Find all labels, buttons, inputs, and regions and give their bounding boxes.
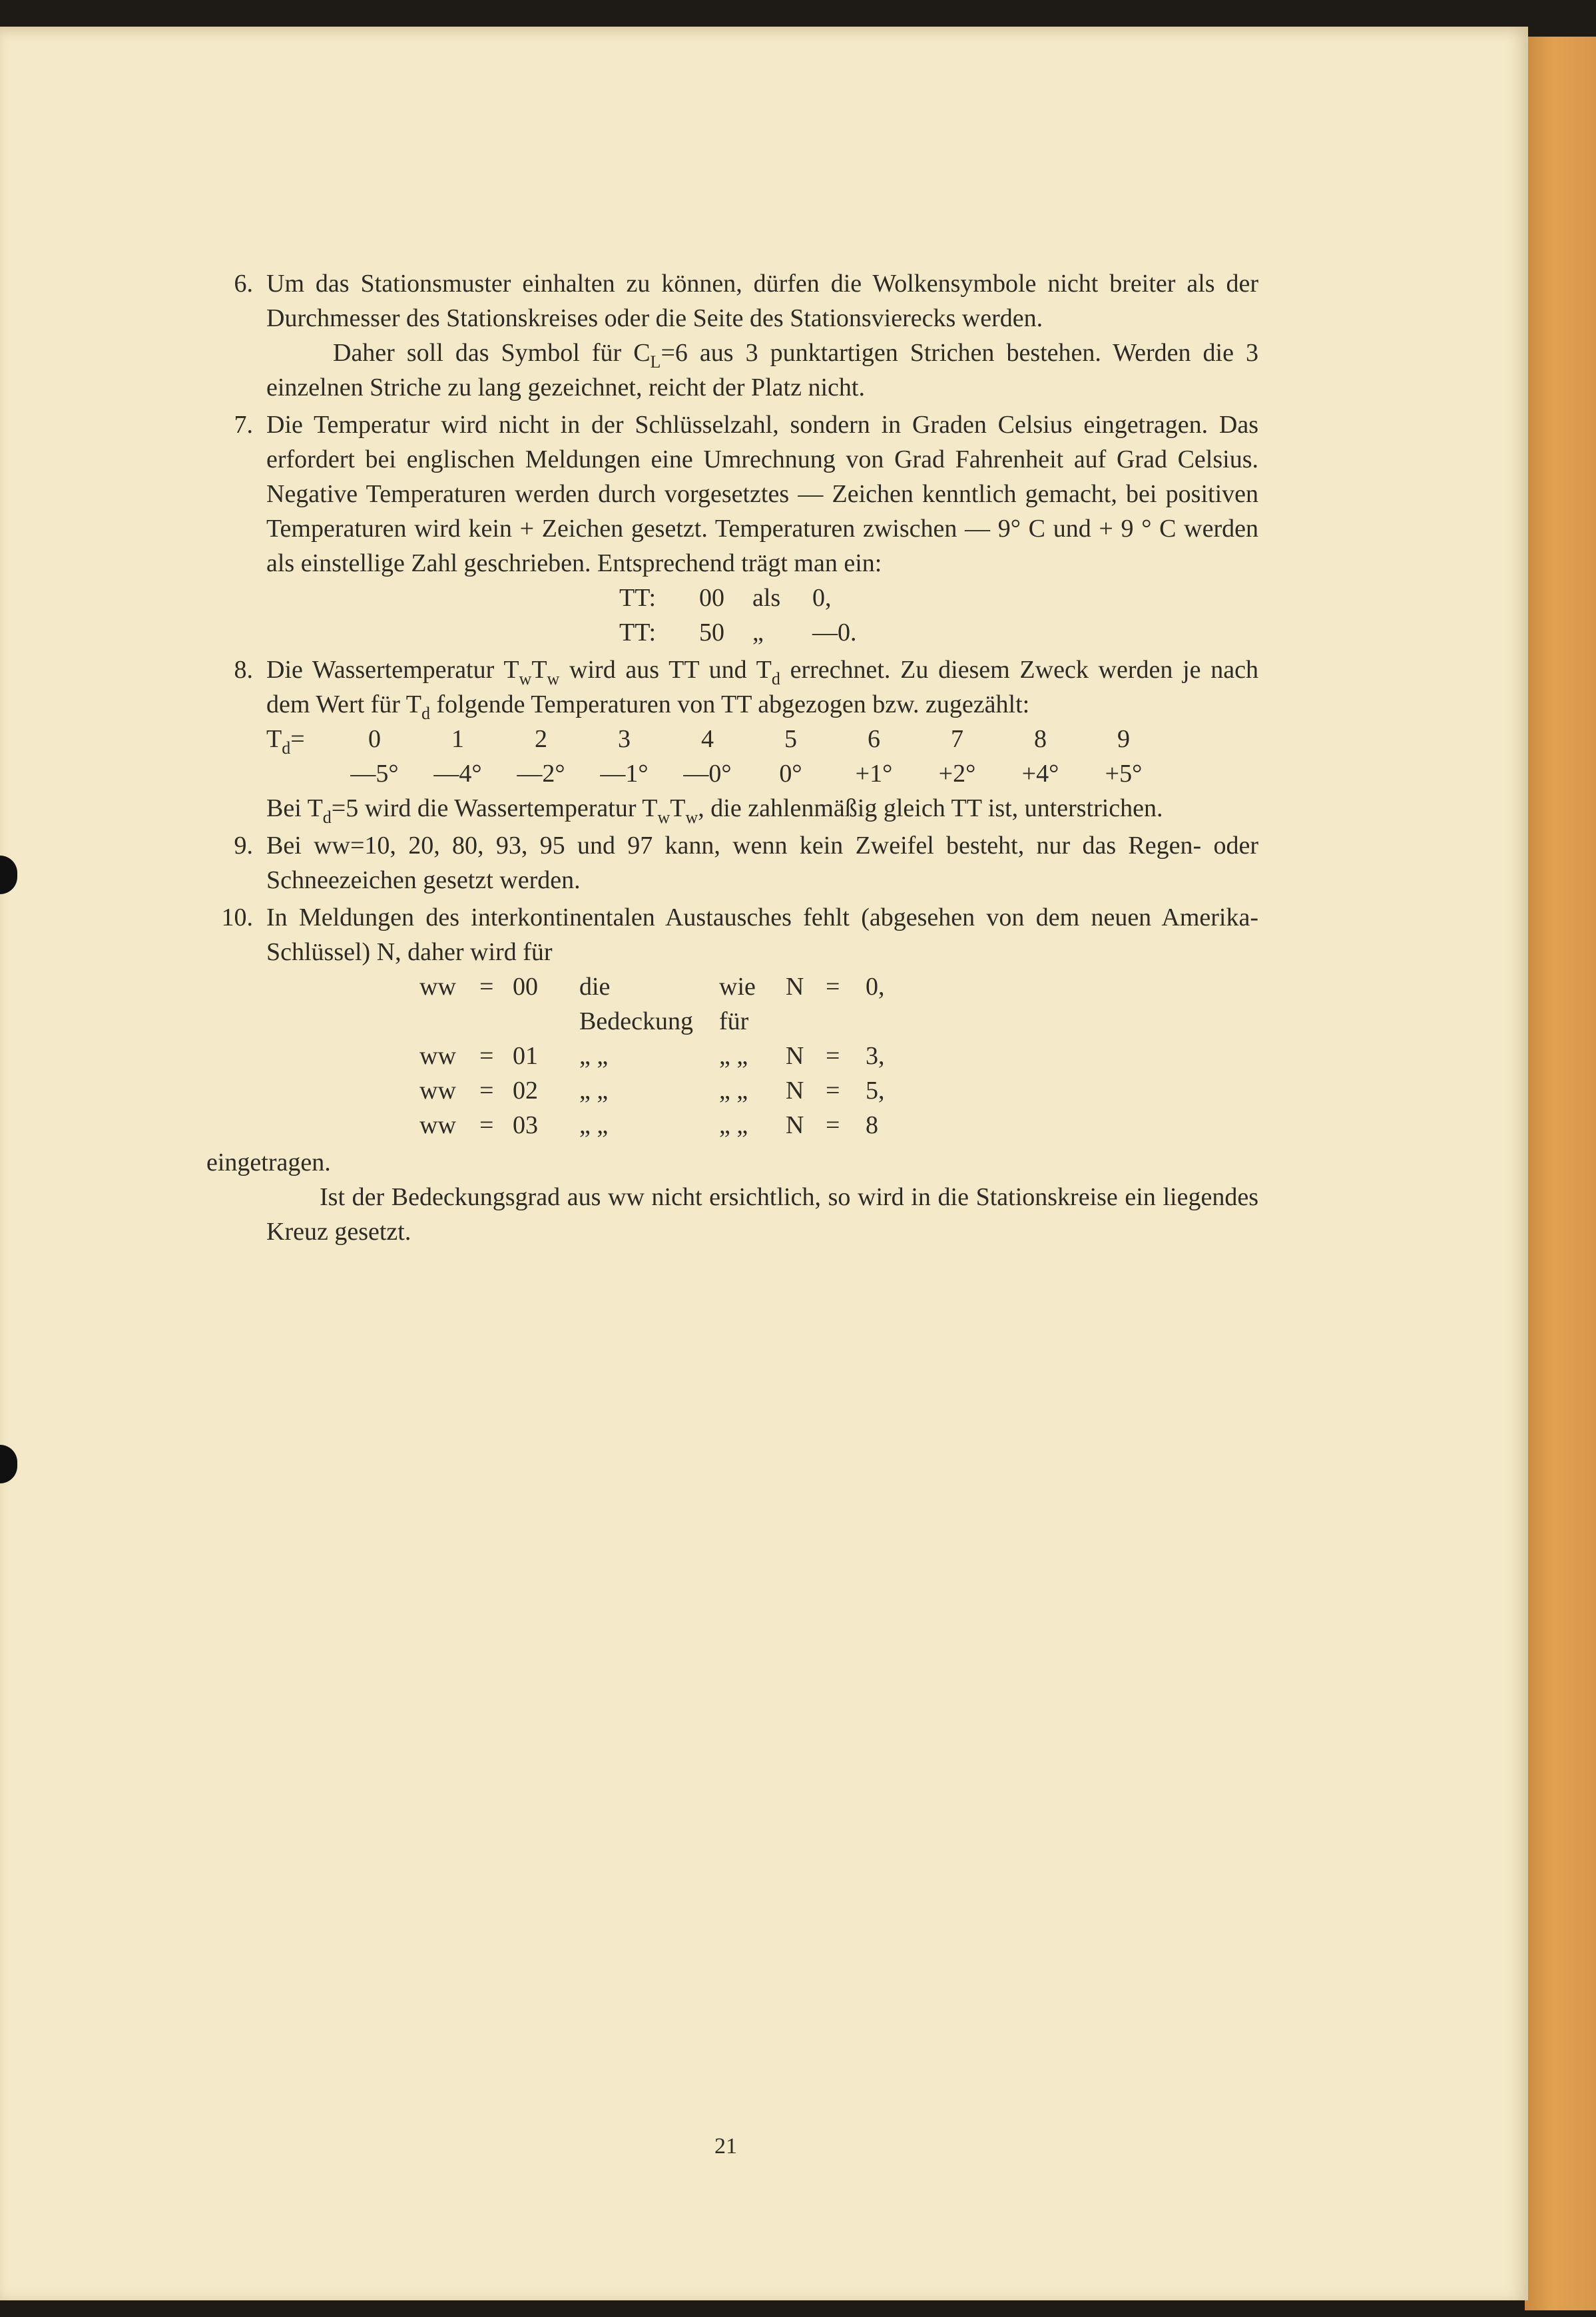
list-item-8 xyxy=(206,652,1258,826)
table-cell: 8 xyxy=(1034,725,1047,753)
paragraph: Ist der Bedeckungsgrad aus ww nicht ersichtlich, so wird in die Stationskreise ein liegendes Kreuz gesetzt. xyxy=(266,1183,1258,1246)
list-item-9 xyxy=(206,828,1258,898)
table-cell: —2° xyxy=(517,760,565,788)
td-values-row xyxy=(266,722,1258,756)
ww-row: ww = 03 „ „ „ „ N = 8 xyxy=(419,1111,878,1139)
table-cell: 3 xyxy=(618,725,631,753)
table-cell: 7 xyxy=(951,725,963,753)
table-cell: —4° xyxy=(433,760,482,788)
table-cell: —0° xyxy=(683,760,732,788)
page-content xyxy=(206,266,1258,1249)
paragraph: In Meldungen des interkontinentalen Austausches fehlt (abgesehen von dem neuen Amerika-Schlüssel) N, daher wird für xyxy=(266,903,1258,966)
ww-row: ww = 02 „ „ „ „ N = 5, xyxy=(419,1077,885,1105)
table-cell: —1° xyxy=(600,760,649,788)
table-cell: +2° xyxy=(938,760,976,788)
item-number: 8. xyxy=(234,656,253,684)
punch-hole xyxy=(0,856,17,894)
table-cell: 1 xyxy=(451,725,464,753)
list-item-6 xyxy=(206,266,1258,405)
underlying-page-edge xyxy=(1525,37,1596,2310)
item-number: 6. xyxy=(234,270,253,298)
punch-hole xyxy=(0,1445,17,1483)
table-cell: 6 xyxy=(868,725,880,753)
table-cell: +4° xyxy=(1021,760,1059,788)
ww-row: ww = 00 die Bedeckung wie für N = 0, xyxy=(419,973,885,1035)
item-number: 9. xyxy=(234,832,253,860)
list-item-7 xyxy=(206,407,1258,650)
document-page xyxy=(0,27,1528,2300)
table-cell: +5° xyxy=(1105,760,1143,788)
list-item-10 xyxy=(206,900,1258,1143)
table-cell: 0° xyxy=(779,760,802,788)
ww-row: ww = 01 „ „ „ „ N = 3, xyxy=(419,1042,885,1070)
table-cell: 2 xyxy=(535,725,547,753)
table-cell: 0 xyxy=(368,725,381,753)
table-cell: —5° xyxy=(350,760,399,788)
paragraph: Daher soll das Symbol für $C_L=6$ aus 3 punktartigen Strichen bestehen. Werden die 3 einzelnen Striche zu lang gezeichnet, reicht der Platz nicht. xyxy=(266,339,1259,401)
paragraph: Bei $T_d=5$ wird die Wassertemperatur $T_wT_w$, die zahlenmäßig gleich TT ist, unterstrichen. xyxy=(266,794,1163,827)
paragraph: Die Wassertemperatur $T_wT_w$ wird aus TT und $T_d$ errechnet. Zu diesem Zweck werden je nach dem Wert für $T_d$ folgende Temperaturen von TT abgezogen bzw. zugezählt: xyxy=(266,656,1258,723)
table-cell: 9 xyxy=(1117,725,1130,753)
table-cell: +1° xyxy=(855,760,893,788)
paragraph-wrap xyxy=(206,1180,1258,1249)
paragraph: Um das Stationsmuster einhalten zu können, dürfen die Wolkensymbole nicht breiter als der Durchmesser des Stationskreises oder die Seite des Stationsvierecks werden. xyxy=(266,270,1258,332)
tt-example-row: TT: 00 als 0, xyxy=(619,584,832,612)
td-offsets-row xyxy=(266,756,1258,791)
item-number: 7. xyxy=(234,411,253,439)
paragraph: eingetragen. xyxy=(206,1149,331,1176)
td-table xyxy=(266,722,1258,791)
td-label: $T_d=$ xyxy=(266,725,305,758)
page-number: 21 xyxy=(714,2134,737,2159)
table-cell: 5 xyxy=(784,725,797,753)
paragraph: Die Temperatur wird nicht in der Schlüsselzahl, sondern in Graden Celsius eingetragen. Das erfordert bei englischen Meldungen eine Umrechnung von Grad Fahrenheit auf Grad Celsius. Negative Temperaturen werden durch vorgesetztes — Zeichen kenntlich gemacht, bei positiven Temperaturen wird kein + Zeichen gesetzt. Temperaturen zwischen — 9° C und + 9 ° C werden als einstellige Zahl geschrieben. Entsprechend trägt man ein: xyxy=(266,411,1258,577)
item-number: 10. xyxy=(221,903,253,931)
table-cell: 4 xyxy=(701,725,714,753)
paragraph: Bei ww=10, 20, 80, 93, 95 und 97 kann, wenn kein Zweifel besteht, nur das Regen- oder Schneezeichen gesetzt werden. xyxy=(266,832,1258,894)
tt-example-row: TT: 50 „ —0. xyxy=(619,619,857,646)
